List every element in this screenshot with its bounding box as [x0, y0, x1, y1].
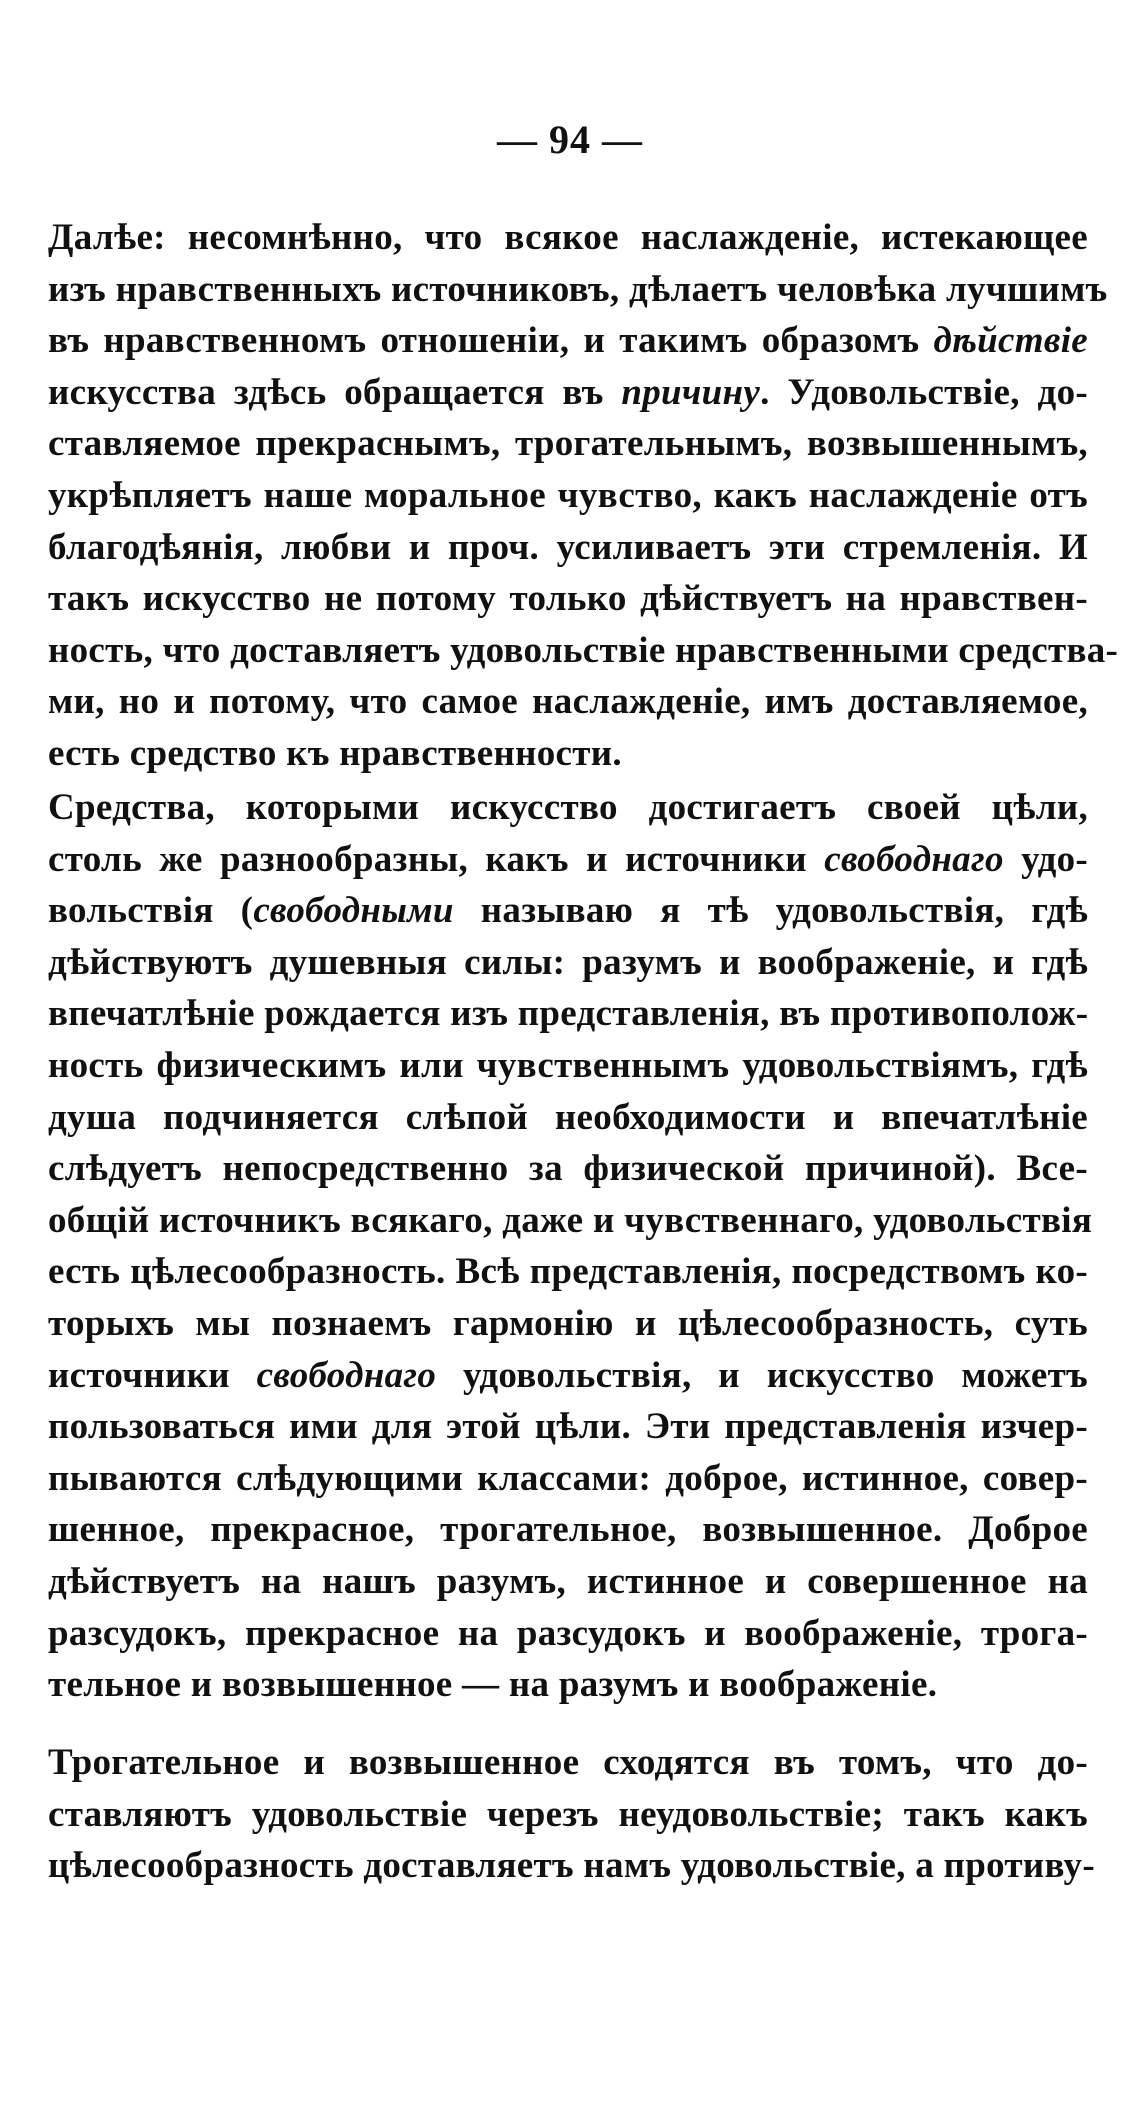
text-line: ность физическимъ или чувственнымъ удовольствіямъ, гдѣ — [48, 1044, 1088, 1086]
text-line: разсудокъ, прекрасное на разсудокъ и воображеніе, трога- — [48, 1612, 1088, 1654]
text-line: дѣйствуетъ на нашъ разумъ, истинное и совершенное на — [48, 1560, 1088, 1602]
paragraph-2 — [48, 782, 1093, 1711]
text-line: шенное, прекрасное, трогательное, возвышенное. Доброе — [48, 1509, 1088, 1551]
text-line: ность, что доставляетъ удовольствіе нравственными средства- — [48, 629, 1119, 671]
text-line: впечатлѣніе рождается изъ представленія, въ противополож- — [48, 993, 1089, 1035]
text-line: тельное и возвышенное — на разумъ и воображеніе. — [48, 1664, 938, 1706]
text-line: есть средство къ нравственности. — [48, 732, 622, 774]
text-line: ми, но и потому, что самое наслажденіе, имъ доставляемое, — [48, 681, 1088, 723]
text-line: укрѣпляетъ наше моральное чувство, какъ наслажденіе отъ — [48, 474, 1088, 516]
text-line: искусства здѣсь обращается въ причину. Удовольствіе, до- — [48, 371, 1088, 413]
text-line: ставляютъ удовольствіе черезъ неудовольствіе; такъ какъ — [48, 1793, 1088, 1835]
text-line: столь же разнообразны, какъ и источники свободнаго удо- — [48, 838, 1089, 880]
italic-word: причину — [621, 371, 761, 413]
italic-word: свободнаго — [256, 1354, 437, 1396]
text-line: пользоваться ими для этой цѣли. Эти представленія изчер- — [48, 1406, 1088, 1448]
text-line: дѣйствуютъ душевныя силы: разумъ и воображеніе, и гдѣ — [48, 941, 1088, 983]
text-line: вольствія (свободными называю я тѣ удовольствія, гдѣ — [48, 890, 1089, 932]
text-line: такъ искусство не потому только дѣйствуетъ на нравствен- — [48, 578, 1088, 620]
paragraph-1 — [48, 212, 1119, 780]
text-line: источники свободнаго удовольствія, и искусство можетъ — [48, 1354, 1088, 1396]
text-line: Трогательное и возвышенное сходятся въ томъ, что до- — [48, 1742, 1088, 1783]
text-line: въ нравственномъ отношеніи, и такимъ образомъ дѣйствіе — [48, 320, 1088, 362]
text-line: пываются слѣдующими классами: доброе, истинное, совер- — [48, 1457, 1088, 1499]
text-line: Средства, которыми искусство достигаетъ своей цѣли, — [48, 787, 1088, 828]
text-line: есть цѣлесообразность. Всѣ представленія, посредствомъ ко- — [48, 1251, 1088, 1293]
text-line: слѣдуетъ непосредственно за физической причиной). Все- — [48, 1148, 1088, 1190]
text-line: общій источникъ всякаго, даже и чувственнаго, удовольствія — [48, 1199, 1093, 1241]
text-line: душа подчиняется слѣпой необходимости и впечатлѣніе — [48, 1096, 1088, 1138]
italic-word: свободными — [253, 890, 454, 932]
text-line: ставляемое прекраснымъ, трогательнымъ, возвышеннымъ, — [48, 423, 1088, 465]
text-line: изъ нравственныхъ источниковъ, дѣлаетъ человѣка лучшимъ — [48, 268, 1108, 310]
text-line: торыхъ мы познаемъ гармонію и цѣлесообразность, суть — [48, 1302, 1088, 1344]
text-line: благодѣянія, любви и проч. усиливаетъ эти стремленія. И — [48, 526, 1088, 568]
text-line: Далѣе: несомнѣнно, что всякое наслажденіе, истекающее — [48, 217, 1088, 258]
italic-word: свободнаго — [824, 838, 1004, 880]
page-number: — 94 — — [497, 117, 643, 162]
text-line: цѣлесообразность доставляетъ намъ удовольствіе, а противу- — [48, 1845, 1095, 1887]
paragraph-3 — [48, 1737, 1095, 1892]
italic-word: дѣйствіе — [933, 320, 1088, 362]
